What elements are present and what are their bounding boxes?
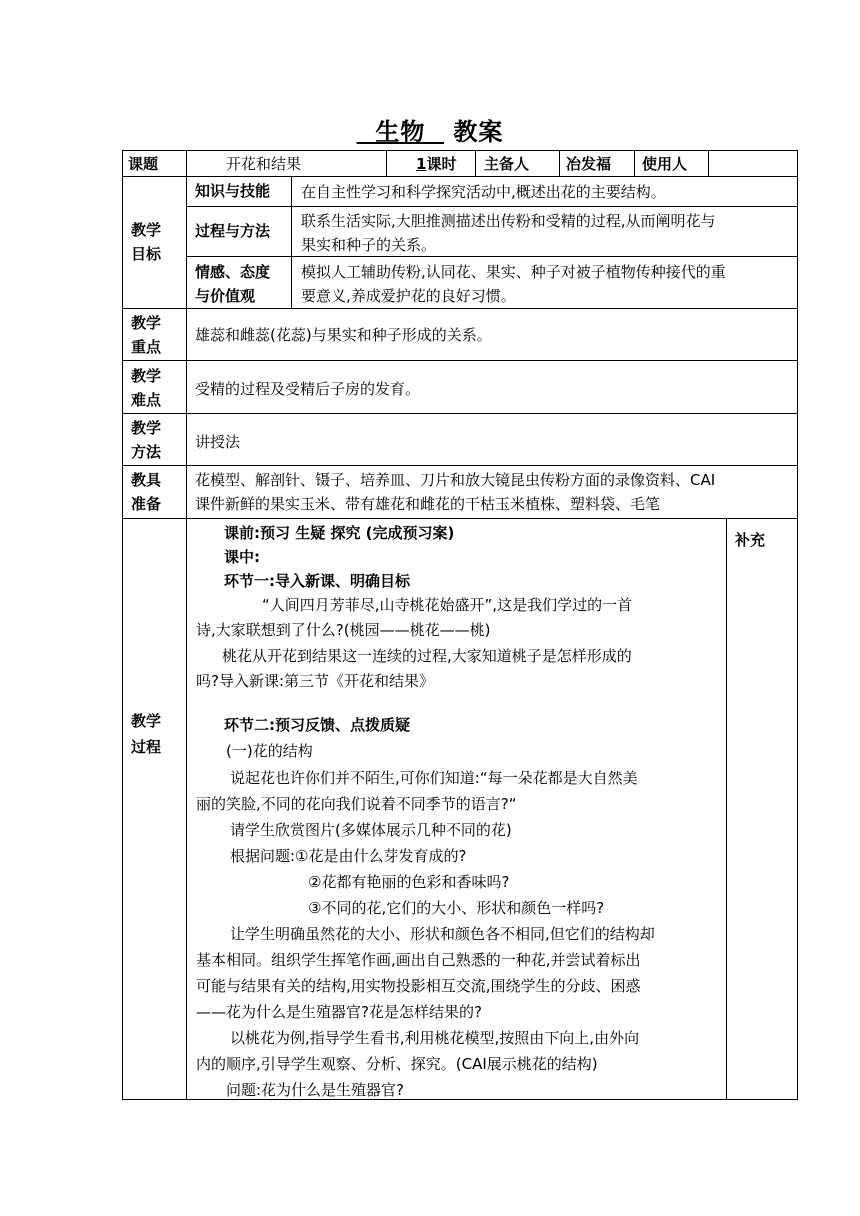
process-line: 可能与结果有关的结构,用实物投影相互交流,围绕学生的分歧、困惑 (196, 977, 641, 995)
methods-label-line: 教学 (131, 419, 162, 437)
table-border (634, 150, 635, 177)
user-label: 使用人 (642, 155, 688, 173)
prep-label-line: 教具 (131, 471, 162, 489)
process-line: ②花都有艳丽的色彩和香味吗? (308, 873, 510, 891)
keypoints-label (131, 311, 161, 359)
difficulties-label (131, 364, 161, 412)
process-line: ③不同的花,它们的大小、形状和颜色一样吗? (308, 899, 605, 917)
prep-text-line: 花模型、解剖针、镊子、培养皿、刀片和放大镜昆虫传粉方面的录像资料、CAI (195, 471, 716, 489)
process-label (131, 708, 161, 760)
methods-text: 讲授法 (195, 433, 241, 451)
hours-suffix: 课时 (426, 155, 457, 173)
process-line: 课中: (224, 548, 260, 566)
process-line: 丽的笑脸,不同的花向我们说着不同季节的语言?“ (196, 795, 517, 813)
table-border (122, 360, 798, 361)
goal-text-line: 联系生活实际,大胆推测描述出传粉和受精的过程,从而阐明花与 (301, 212, 716, 230)
table-border (186, 206, 798, 207)
keypoints-text: 雄蕊和雌蕊(花蕊)与果实和种子形成的关系。 (195, 326, 492, 344)
process-line: ——花为什么是生殖器官?花是怎样结果的? (196, 1003, 482, 1021)
difficulties-label-line: 教学 (131, 367, 162, 385)
table-border (122, 518, 798, 519)
process-line: 以桃花为例,指导学生看书,利用桃花模型,按照由下向上,由外向 (230, 1029, 640, 1047)
process-line: 内的顺序,引导学生观察、分析、探究。(CAI展示桃花的结构) (196, 1055, 598, 1073)
process-line: 诗,大家联想到了什么?(桃园——桃花——桃) (196, 621, 491, 639)
table-border (475, 150, 476, 177)
table-border (122, 413, 798, 414)
process-line: (一)花的结构 (226, 742, 313, 760)
course-label: 课题 (128, 155, 159, 173)
prep-label-line: 准备 (131, 495, 162, 513)
process-line: 请学生欣赏图片(多媒体展示几种不同的花) (230, 821, 512, 839)
difficulties-text: 受精的过程及受精后子房的发育。 (195, 380, 421, 398)
preparer-label: 主备人 (484, 155, 530, 173)
table-border (386, 150, 387, 177)
table-border (122, 150, 798, 151)
prep-text-line: 课件新鲜的果实玉米、带有雄花和雌花的干枯玉米植株、塑料袋、毛笔 (195, 495, 661, 513)
table-border (559, 150, 560, 177)
title-subject: 生物 (356, 118, 445, 146)
course-value: 开花和结果 (226, 155, 302, 173)
table-border (797, 150, 798, 1100)
keypoints-label-line: 重点 (131, 338, 162, 356)
goals-label (131, 218, 161, 266)
process-line: 让学生明确虽然花的大小、形状和颜色各不相同,但它们的结构却 (230, 925, 655, 943)
process-line: 桃花从开花到结果这一连续的过程,大家知道桃子是怎样形成的 (222, 647, 632, 665)
process-line: 吗?导入新课:第三节《开花和结果》 (196, 672, 435, 690)
table-border (186, 150, 187, 1100)
hours-value: 1 (416, 155, 427, 173)
process-line: “人间四月芳菲尽,山寺桃花始盛开”,这是我们学过的一首 (262, 596, 633, 614)
goal-text-knowledge: 在自主性学习和科学探究活动中,概述出花的主要结构。 (301, 183, 666, 201)
goal-label-knowledge: 知识与技能 (195, 182, 271, 200)
process-line: 说起花也许你们并不陌生,可你们知道:“每一朵花都是大自然美 (230, 769, 638, 787)
goals-label-line: 目标 (131, 245, 162, 263)
goal-label-line: 与价值观 (195, 287, 256, 305)
keypoints-label-line: 教学 (131, 314, 162, 332)
process-line: 环节二:预习反馈、点拨质疑 (224, 716, 410, 734)
page-title (0, 112, 860, 147)
goal-label-line: 情感、态度 (195, 263, 271, 281)
process-line: 根据问题:①花是由什么芽发育成的? (230, 847, 467, 865)
process-line: 课前:预习 生疑 探究 (完成预习案) (224, 524, 455, 542)
goal-text-process (301, 209, 716, 257)
methods-label (131, 416, 161, 464)
process-line: 问题:花为什么是生殖器官? (226, 1081, 405, 1099)
table-border (122, 176, 798, 177)
process-label-line: 教学 (131, 712, 162, 730)
goals-label-line: 教学 (131, 221, 162, 239)
table-border (122, 465, 798, 466)
prep-text (195, 468, 715, 516)
table-border (708, 150, 709, 177)
prep-label (131, 468, 161, 516)
title-suffix: 教案 (444, 118, 504, 146)
table-border (122, 308, 798, 309)
goal-text-line: 要意义,养成爱护花的良好习惯。 (301, 287, 516, 305)
goal-label-process: 过程与方法 (195, 222, 271, 240)
goal-text-emotion (301, 260, 726, 308)
process-line: 基本相同。组织学生挥笔作画,画出自己熟悉的一种花,并尝试着标出 (196, 951, 641, 969)
goal-label-emotion (195, 260, 270, 308)
table-border (122, 150, 123, 1100)
table-border (291, 176, 292, 309)
process-line: 环节一:导入新课、明确目标 (224, 572, 410, 590)
goal-text-line: 果实和种子的关系。 (301, 236, 437, 254)
goal-text-line: 模拟人工辅助传粉,认同花、果实、种子对被子植物传种接代的重 (301, 263, 726, 281)
process-label-line: 过程 (131, 738, 162, 756)
difficulties-label-line: 难点 (131, 391, 162, 409)
methods-label-line: 方法 (131, 443, 162, 461)
class-hours (396, 152, 456, 176)
preparer-name: 冶发福 (566, 155, 612, 173)
supplement-label: 补充 (735, 531, 766, 549)
